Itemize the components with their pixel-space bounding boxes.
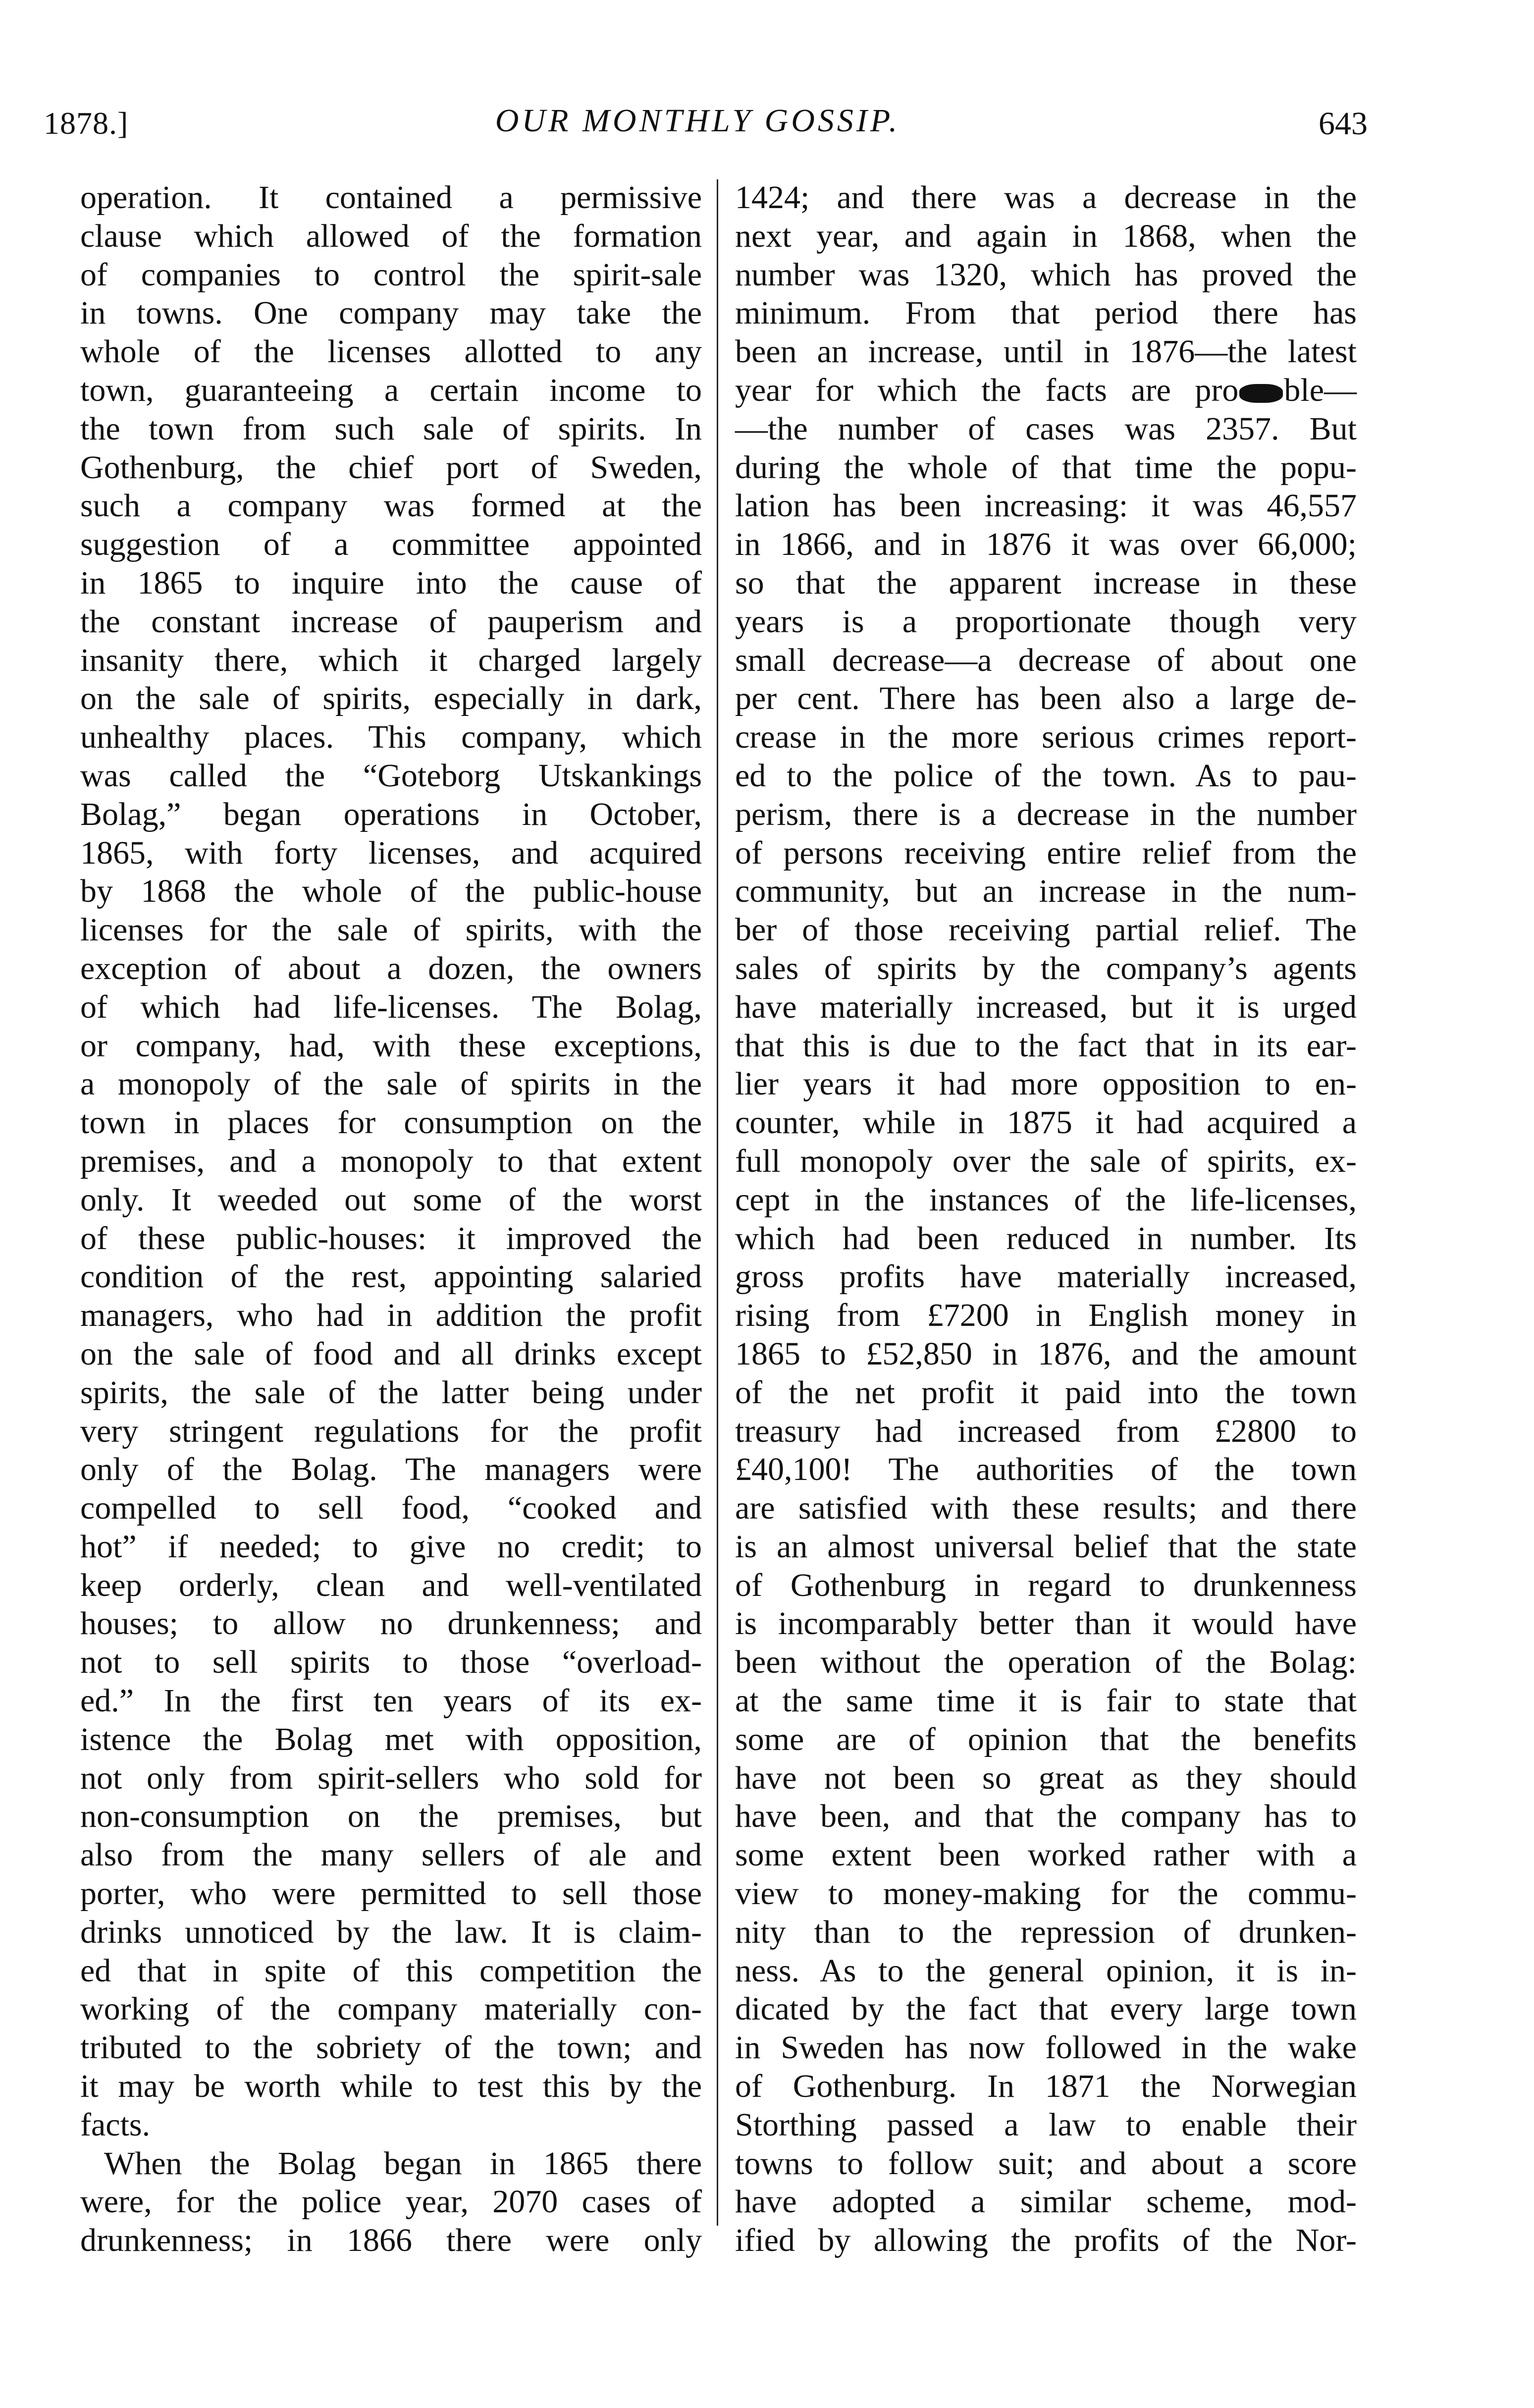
- text-line: facts.: [80, 2106, 151, 2143]
- text-line: of Gothenburg. In 1871 the Norwegian: [735, 2068, 1357, 2105]
- text-line: by 1868 the whole of the public-house: [80, 873, 702, 910]
- text-line: which had been reduced in number. Its: [735, 1220, 1357, 1257]
- text-line: have been, and that the company has to: [735, 1798, 1357, 1835]
- header-year: 1878.]: [44, 106, 129, 141]
- text-line: operation. It contained a permissive: [80, 179, 702, 216]
- text-line: were, for the police year, 2070 cases of: [80, 2184, 702, 2220]
- text-line: porter, who were permitted to sell those: [80, 1875, 702, 1912]
- text-line: not only from spirit-sellers who sold for: [80, 1759, 702, 1796]
- text-line: ber of those receiving partial relief. The: [735, 912, 1357, 948]
- text-line: in towns. One company may take the: [80, 295, 702, 331]
- text-line: have materially increased, but it is urged: [735, 988, 1357, 1025]
- text-line: that this is due to the fact that in its ear-: [735, 1027, 1357, 1064]
- text-line: it may be worth while to test this by the: [80, 2068, 702, 2105]
- text-line: was called the “Goteborg Utskankings: [80, 757, 702, 794]
- text-line: [735, 371, 1357, 410]
- text-line: ed.” In the first ten years of its ex-: [80, 1683, 702, 1719]
- text-line: are satisfied with these results; and there: [735, 1490, 1357, 1527]
- text-line: a monopoly of the sale of spirits in the: [80, 1066, 702, 1102]
- text-line: ed that in spite of this competition the: [80, 1952, 702, 1989]
- text-line: years is a proportionate though very: [735, 603, 1357, 640]
- text-line: of companies to control the spirit-sale: [80, 256, 702, 293]
- text-line: such a company was formed at the: [80, 488, 702, 524]
- text-line: at the same time it is fair to state that: [735, 1683, 1357, 1719]
- text-line: 1424; and there was a decrease in the: [735, 179, 1357, 216]
- text-line: lier years it had more opposition to en-: [735, 1066, 1357, 1102]
- text-line: on the sale of spirits, especially in dark,: [80, 680, 702, 717]
- text-line: suggestion of a committee appointed: [80, 526, 702, 563]
- text-line: full monopoly over the sale of spirits, ex-: [735, 1143, 1357, 1179]
- text-line: towns to follow suit; and about a score: [735, 2145, 1357, 2182]
- text-line: been an increase, until in 1876—the latest: [735, 333, 1357, 370]
- text-line: Gothenburg, the chief port of Sweden,: [80, 449, 702, 486]
- text-line: of which had life-licenses. The Bolag,: [80, 988, 702, 1025]
- text-line: of the net profit it paid into the town: [735, 1374, 1357, 1411]
- text-line: in 1865 to inquire into the cause of: [80, 564, 702, 601]
- text-line: have not been so great as they should: [735, 1759, 1357, 1796]
- text-line: not to sell spirits to those “overload-: [80, 1644, 702, 1681]
- text-line: town in places for consumption on the: [80, 1104, 702, 1141]
- text-line: number was 1320, which has proved the: [735, 256, 1357, 293]
- column-divider: [717, 179, 718, 2226]
- text-line: non-consumption on the premises, but: [80, 1798, 702, 1835]
- text-line: crease in the more serious crimes report-: [735, 719, 1357, 756]
- text-line: during the whole of that time the popu-: [735, 449, 1357, 486]
- text-line: have adopted a similar scheme, mod-: [735, 2184, 1357, 2220]
- text-line: drunkenness; in 1866 there were only: [80, 2222, 702, 2259]
- text-line: minimum. From that period there has: [735, 295, 1357, 331]
- text-line: premises, and a monopoly to that extent: [80, 1143, 702, 1179]
- text-line: dicated by the fact that every large town: [735, 1991, 1357, 2027]
- text-line: community, but an increase in the num-: [735, 873, 1357, 910]
- text-line: clause which allowed of the formation: [80, 218, 702, 254]
- text-line: istence the Bolag met with opposition,: [80, 1721, 702, 1757]
- text-line: unhealthy places. This company, which: [80, 719, 702, 756]
- text-line: perism, there is a decrease in the number: [735, 796, 1357, 832]
- text-line: counter, while in 1875 it had acquired a: [735, 1104, 1357, 1141]
- text-line: rising from £7200 in English money in: [735, 1297, 1357, 1334]
- text-line: on the sale of food and all drinks except: [80, 1335, 702, 1372]
- text-line: small decrease—a decrease of about one: [735, 642, 1357, 678]
- text-line: ed to the police of the town. As to pau-: [735, 757, 1357, 794]
- text-line: very stringent regulations for the profit: [80, 1413, 702, 1449]
- text-line: only of the Bolag. The managers were: [80, 1451, 702, 1488]
- text-line: town, guaranteeing a certain income to: [80, 372, 702, 408]
- text-line: of persons receiving entire relief from the: [735, 834, 1357, 871]
- text-line: —the number of cases was 2357. But: [735, 410, 1357, 447]
- text-line: gross profits have materially increased,: [735, 1259, 1357, 1295]
- text-line: some are of opinion that the benefits: [735, 1721, 1357, 1757]
- text-line: lation has been increasing: it was 46,557: [735, 488, 1357, 524]
- line-text: ble—: [1284, 372, 1357, 408]
- text-line: When the Bolag began in 1865 there: [104, 2145, 702, 2182]
- line-text: year for which the facts are pro: [735, 372, 1239, 408]
- text-line: keep orderly, clean and well-ventilated: [80, 1567, 702, 1603]
- text-line: Bolag,” began operations in October,: [80, 796, 702, 832]
- text-line: next year, and again in 1868, when the: [735, 218, 1357, 254]
- ink-smudge: [1239, 384, 1283, 403]
- text-line: is an almost universal belief that the state: [735, 1528, 1357, 1565]
- text-line: whole of the licenses allotted to any: [80, 333, 702, 370]
- text-line: ified by allowing the profits of the Nor-: [735, 2222, 1357, 2259]
- text-line: spirits, the sale of the latter being under: [80, 1374, 702, 1411]
- text-line: of these public-houses: it improved the: [80, 1220, 702, 1257]
- text-line: tributed to the sobriety of the town; and: [80, 2029, 702, 2066]
- text-line: view to money-making for the commu-: [735, 1875, 1357, 1912]
- text-line: hot” if needed; to give no credit; to: [80, 1528, 702, 1565]
- text-line: managers, who had in addition the profit: [80, 1297, 702, 1334]
- text-line: also from the many sellers of ale and: [80, 1837, 702, 1873]
- text-line: 1865 to £52,850 in 1876, and the amount: [735, 1335, 1357, 1372]
- text-line: of Gothenburg in regard to drunkenness: [735, 1567, 1357, 1603]
- text-line: drinks unnoticed by the law. It is claim-: [80, 1914, 702, 1950]
- text-line: Storthing passed a law to enable their: [735, 2106, 1357, 2143]
- text-line: condition of the rest, appointing salaried: [80, 1259, 702, 1295]
- left-column: [80, 178, 702, 2260]
- text-line: £40,100! The authorities of the town: [735, 1451, 1357, 1488]
- text-line: licenses for the sale of spirits, with the: [80, 912, 702, 948]
- text-line: or company, had, with these exceptions,: [80, 1027, 702, 1064]
- text-line: compelled to sell food, “cooked and: [80, 1490, 702, 1527]
- running-header: [0, 0, 1534, 149]
- text-line: ness. As to the general opinion, it is in-: [735, 1952, 1357, 1989]
- text-line: been without the operation of the Bolag:: [735, 1644, 1357, 1681]
- right-column: [735, 178, 1357, 2260]
- running-title: OUR MONTHLY GOSSIP.: [495, 103, 900, 139]
- text-line: cept in the instances of the life-licenses,: [735, 1181, 1357, 1218]
- text-line: so that the apparent increase in these: [735, 564, 1357, 601]
- text-line: sales of spirits by the company’s agents: [735, 950, 1357, 986]
- text-line: exception of about a dozen, the owners: [80, 950, 702, 986]
- text-line: in Sweden has now followed in the wake: [735, 2029, 1357, 2066]
- text-line: the town from such sale of spirits. In: [80, 410, 702, 447]
- text-line: houses; to allow no drunkenness; and: [80, 1605, 702, 1642]
- text-line: 1865, with forty licenses, and acquired: [80, 834, 702, 871]
- text-line: working of the company materially con-: [80, 1991, 702, 2027]
- text-line: only. It weeded out some of the worst: [80, 1181, 702, 1218]
- text-line: the constant increase of pauperism and: [80, 603, 702, 640]
- text-line: some extent been worked rather with a: [735, 1837, 1357, 1873]
- text-line: insanity there, which it charged largely: [80, 642, 702, 678]
- text-line: is incomparably better than it would have: [735, 1605, 1357, 1642]
- text-line: treasury had increased from £2800 to: [735, 1413, 1357, 1449]
- text-line: in 1866, and in 1876 it was over 66,000;: [735, 526, 1357, 563]
- text-line: per cent. There has been also a large de-: [735, 680, 1357, 717]
- text-line: nity than to the repression of drunken-: [735, 1914, 1357, 1950]
- page-number: 643: [1319, 106, 1368, 142]
